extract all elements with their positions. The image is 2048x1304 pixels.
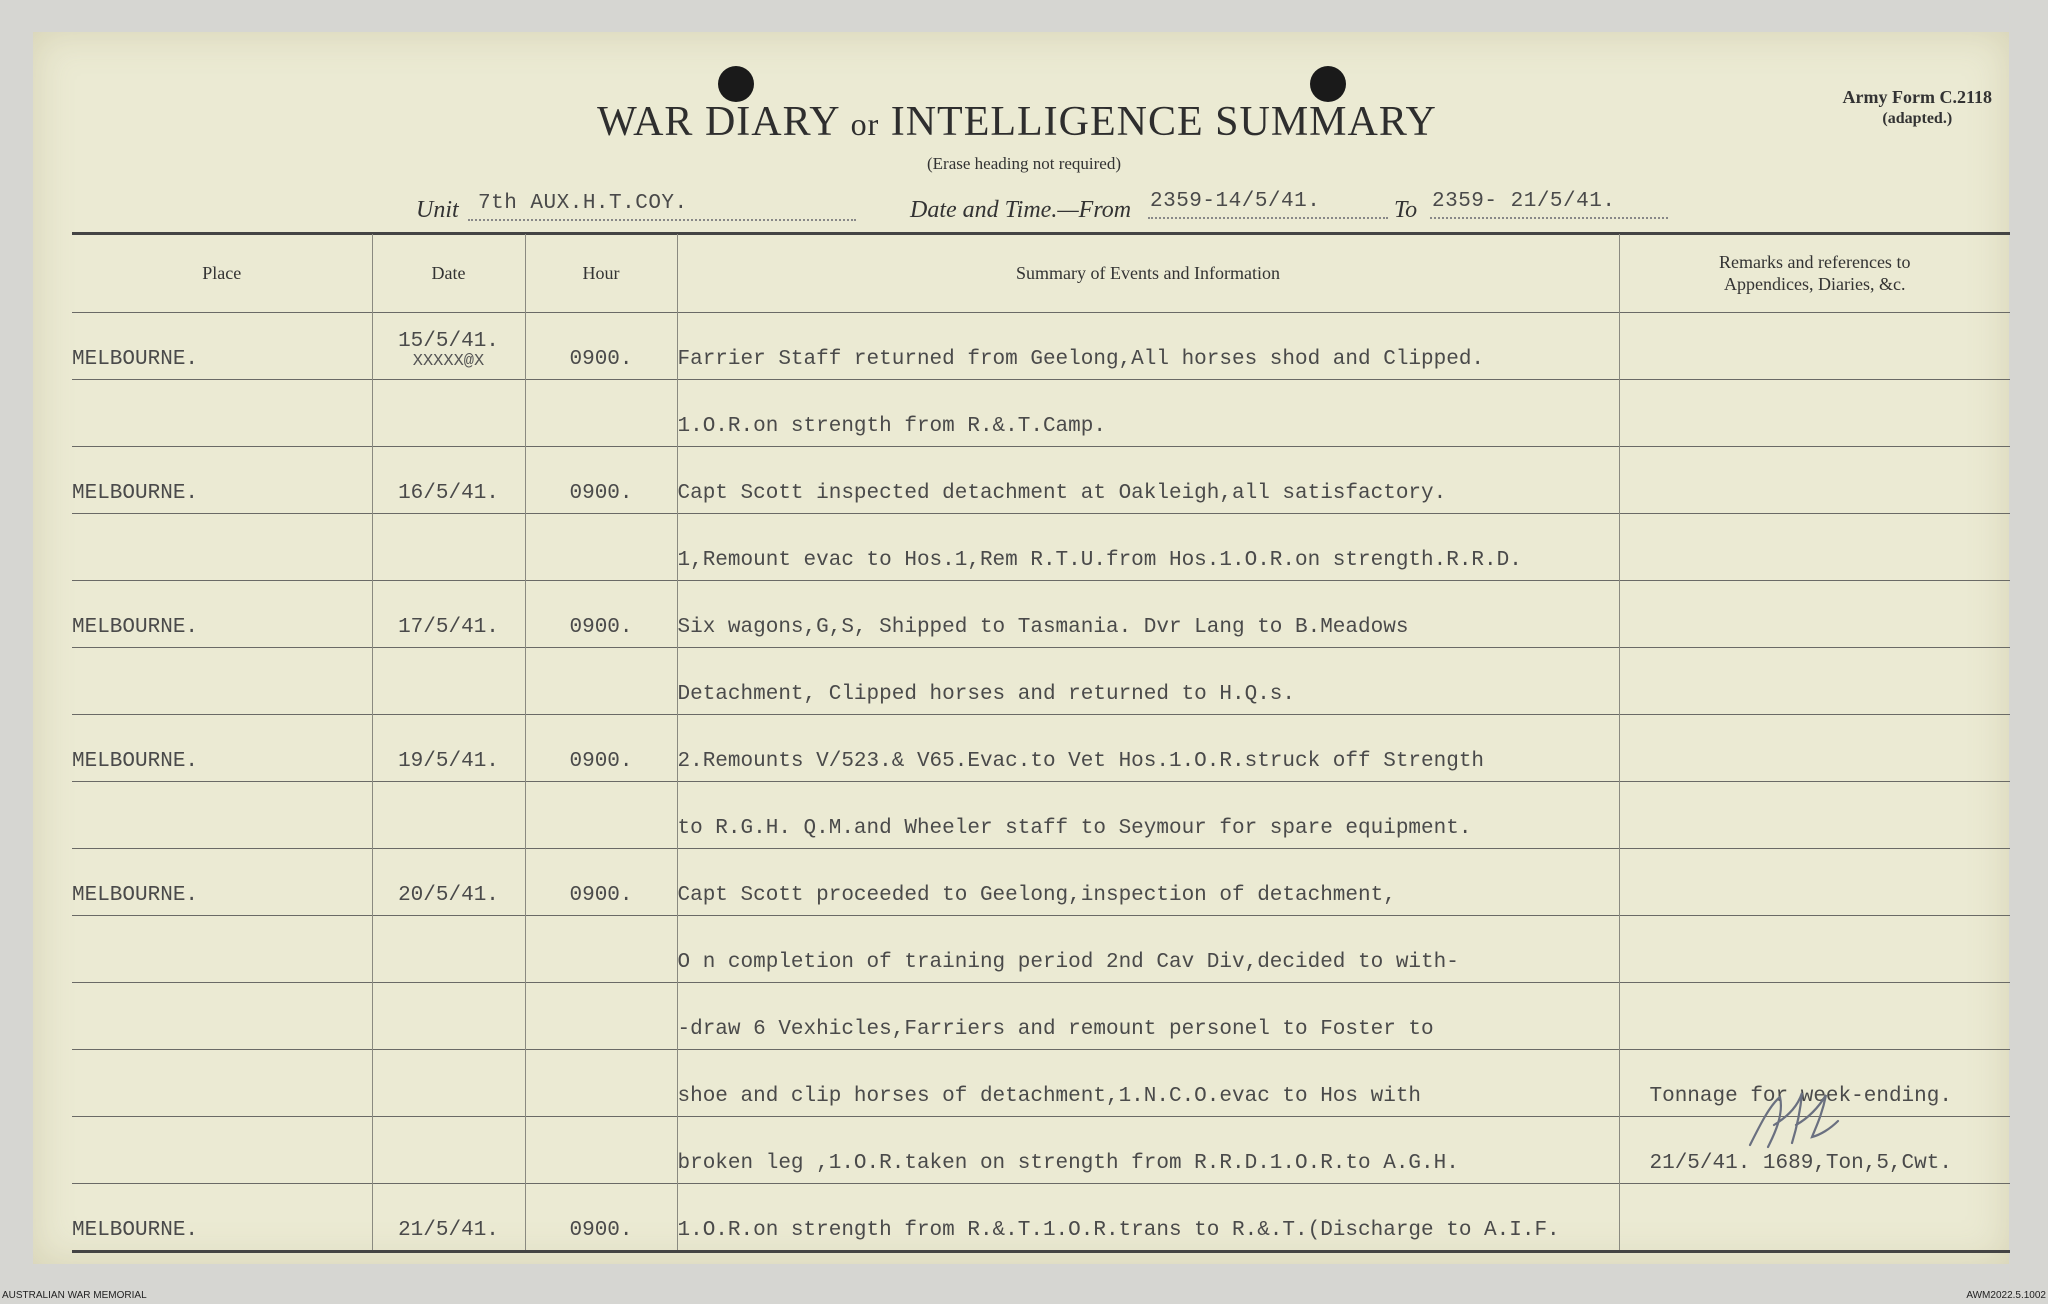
cell-remarks	[1619, 849, 2010, 916]
cell-place: MELBOURNE.	[72, 447, 372, 514]
cell-summary: shoe and clip horses of detachment,1.N.C.O.evac to Hos with	[677, 1050, 1619, 1117]
cell-hour	[525, 380, 677, 447]
cell-place	[72, 514, 372, 581]
cell-place: MELBOURNE.	[72, 581, 372, 648]
cell-place	[72, 983, 372, 1050]
cell-place: MELBOURNE.	[72, 1184, 372, 1252]
table-row	[72, 849, 2010, 916]
punch-hole-right	[1310, 66, 1346, 102]
cell-summary: O n completion of training period 2nd Cav Div,decided to with-	[677, 916, 1619, 983]
cell-hour	[525, 648, 677, 715]
cell-summary: Capt Scott inspected detachment at Oakleigh,all satisfactory.	[677, 447, 1619, 514]
unit-dotted-line	[468, 219, 856, 221]
cell-date	[372, 1117, 525, 1184]
col-remarks: Remarks and references to Appendices, Diaries, &c.	[1719, 252, 1911, 294]
unit-label: Unit	[416, 197, 459, 223]
to-value: 2359- 21/5/41.	[1432, 190, 1616, 213]
table-row	[72, 782, 2010, 849]
footer-right: AWM2022.5.1002	[1966, 1290, 2046, 1301]
table-row	[72, 916, 2010, 983]
table-row	[72, 514, 2010, 581]
table-row	[72, 1117, 2010, 1184]
table-row	[72, 715, 2010, 782]
cell-remarks	[1619, 581, 2010, 648]
cell-hour	[525, 916, 677, 983]
cell-hour: 0900.	[525, 447, 677, 514]
table-header-row	[72, 234, 2010, 313]
cell-summary: Capt Scott proceeded to Geelong,inspection of detachment,	[677, 849, 1619, 916]
cell-remarks	[1619, 1184, 2010, 1252]
cell-remarks	[1619, 983, 2010, 1050]
cell-hour	[525, 1117, 677, 1184]
cell-place	[72, 782, 372, 849]
cell-place: MELBOURNE.	[72, 313, 372, 380]
to-label: To	[1394, 197, 1418, 223]
table-row	[72, 447, 2010, 514]
cell-summary: 1.O.R.on strength from R.&.T.1.O.R.trans to R.&.T.(Discharge to A.I.F.	[677, 1184, 1619, 1252]
cell-remarks	[1619, 380, 2010, 447]
col-hour: Hour	[525, 234, 677, 313]
to-dotted-line	[1430, 217, 1668, 219]
handwritten-initials-signature	[1740, 1085, 1850, 1155]
cell-remarks	[1619, 916, 2010, 983]
cell-summary: broken leg ,1.O.R.taken on strength from R.R.D.1.O.R.to A.G.H.	[677, 1117, 1619, 1184]
cell-remarks	[1619, 648, 2010, 715]
cell-hour: 0900.	[525, 313, 677, 380]
cell-date: 21/5/41.	[372, 1184, 525, 1252]
cell-hour	[525, 983, 677, 1050]
cell-hour: 0900.	[525, 715, 677, 782]
cell-place	[72, 1050, 372, 1117]
cell-summary: 1,Remount evac to Hos.1,Rem R.T.U.from Hos.1.O.R.on strength.R.R.D.	[677, 514, 1619, 581]
cell-hour: 0900.	[525, 849, 677, 916]
cell-place: MELBOURNE.	[72, 715, 372, 782]
cell-hour: 0900.	[525, 1184, 677, 1252]
cell-date	[372, 380, 525, 447]
from-dotted-line	[1148, 217, 1388, 219]
cell-summary: Detachment, Clipped horses and returned to H.Q.s.	[677, 648, 1619, 715]
form-title: WAR DIARY or INTELLIGENCE SUMMARY	[597, 99, 1437, 145]
cell-date: 15/5/41. XXXXX@X	[372, 313, 525, 380]
cell-hour	[525, 1050, 677, 1117]
cell-summary: 2.Remounts V/523.& V65.Evac.to Vet Hos.1.O.R.struck off Strength	[677, 715, 1619, 782]
cell-remarks	[1619, 782, 2010, 849]
cell-summary: Farrier Staff returned from Geelong,All horses shod and Clipped.	[677, 313, 1619, 380]
cell-date	[372, 916, 525, 983]
cell-summary: -draw 6 Vexhicles,Farriers and remount personel to Foster to	[677, 983, 1619, 1050]
cell-remarks	[1619, 715, 2010, 782]
cell-hour	[525, 514, 677, 581]
table-row	[72, 648, 2010, 715]
cell-remarks: Tonnage for week-ending.	[1619, 1050, 2010, 1117]
cell-date	[372, 1050, 525, 1117]
table-row	[72, 313, 2010, 380]
cell-place: MELBOURNE.	[72, 849, 372, 916]
punch-hole-left	[718, 66, 754, 102]
unit-value: 7th AUX.H.T.COY.	[478, 192, 688, 215]
cell-hour	[525, 782, 677, 849]
cell-summary: to R.G.H. Q.M.and Wheeler staff to Seymour for spare equipment.	[677, 782, 1619, 849]
table-row	[72, 1050, 2010, 1117]
cell-date	[372, 648, 525, 715]
cell-place	[72, 648, 372, 715]
col-place: Place	[72, 234, 372, 313]
cell-remarks: 21/5/41. 1689,Ton,5,Cwt.	[1619, 1117, 2010, 1184]
table-row	[72, 983, 2010, 1050]
cell-remarks	[1619, 447, 2010, 514]
diary-table	[72, 234, 2010, 1253]
col-summary: Summary of Events and Information	[677, 234, 1619, 313]
cell-hour: 0900.	[525, 581, 677, 648]
from-value: 2359-14/5/41.	[1150, 190, 1321, 213]
cell-remarks	[1619, 313, 2010, 380]
table-row	[72, 380, 2010, 447]
footer-left: AUSTRALIAN WAR MEMORIAL	[2, 1290, 147, 1301]
cell-place	[72, 916, 372, 983]
form-subtitle: (Erase heading not required)	[927, 154, 1121, 173]
cell-date: 16/5/41.	[372, 447, 525, 514]
cell-summary: 1.O.R.on strength from R.&.T.Camp.	[677, 380, 1619, 447]
struck-date: XXXXX@X	[412, 352, 485, 371]
cell-place	[72, 1117, 372, 1184]
table-row	[72, 581, 2010, 648]
cell-date	[372, 514, 525, 581]
cell-date	[372, 983, 525, 1050]
cell-date: 17/5/41.	[372, 581, 525, 648]
cell-date	[372, 782, 525, 849]
cell-remarks	[1619, 514, 2010, 581]
form-number: Army Form C.2118 (adapted.)	[1842, 87, 1992, 127]
table-row	[72, 1184, 2010, 1252]
cell-place	[72, 380, 372, 447]
cell-summary: Six wagons,G,S, Shipped to Tasmania. Dvr Lang to B.Meadows	[677, 581, 1619, 648]
cell-date: 19/5/41.	[372, 715, 525, 782]
cell-date: 20/5/41.	[372, 849, 525, 916]
date-time-label: Date and Time.—From	[910, 197, 1132, 223]
col-date: Date	[372, 234, 525, 313]
